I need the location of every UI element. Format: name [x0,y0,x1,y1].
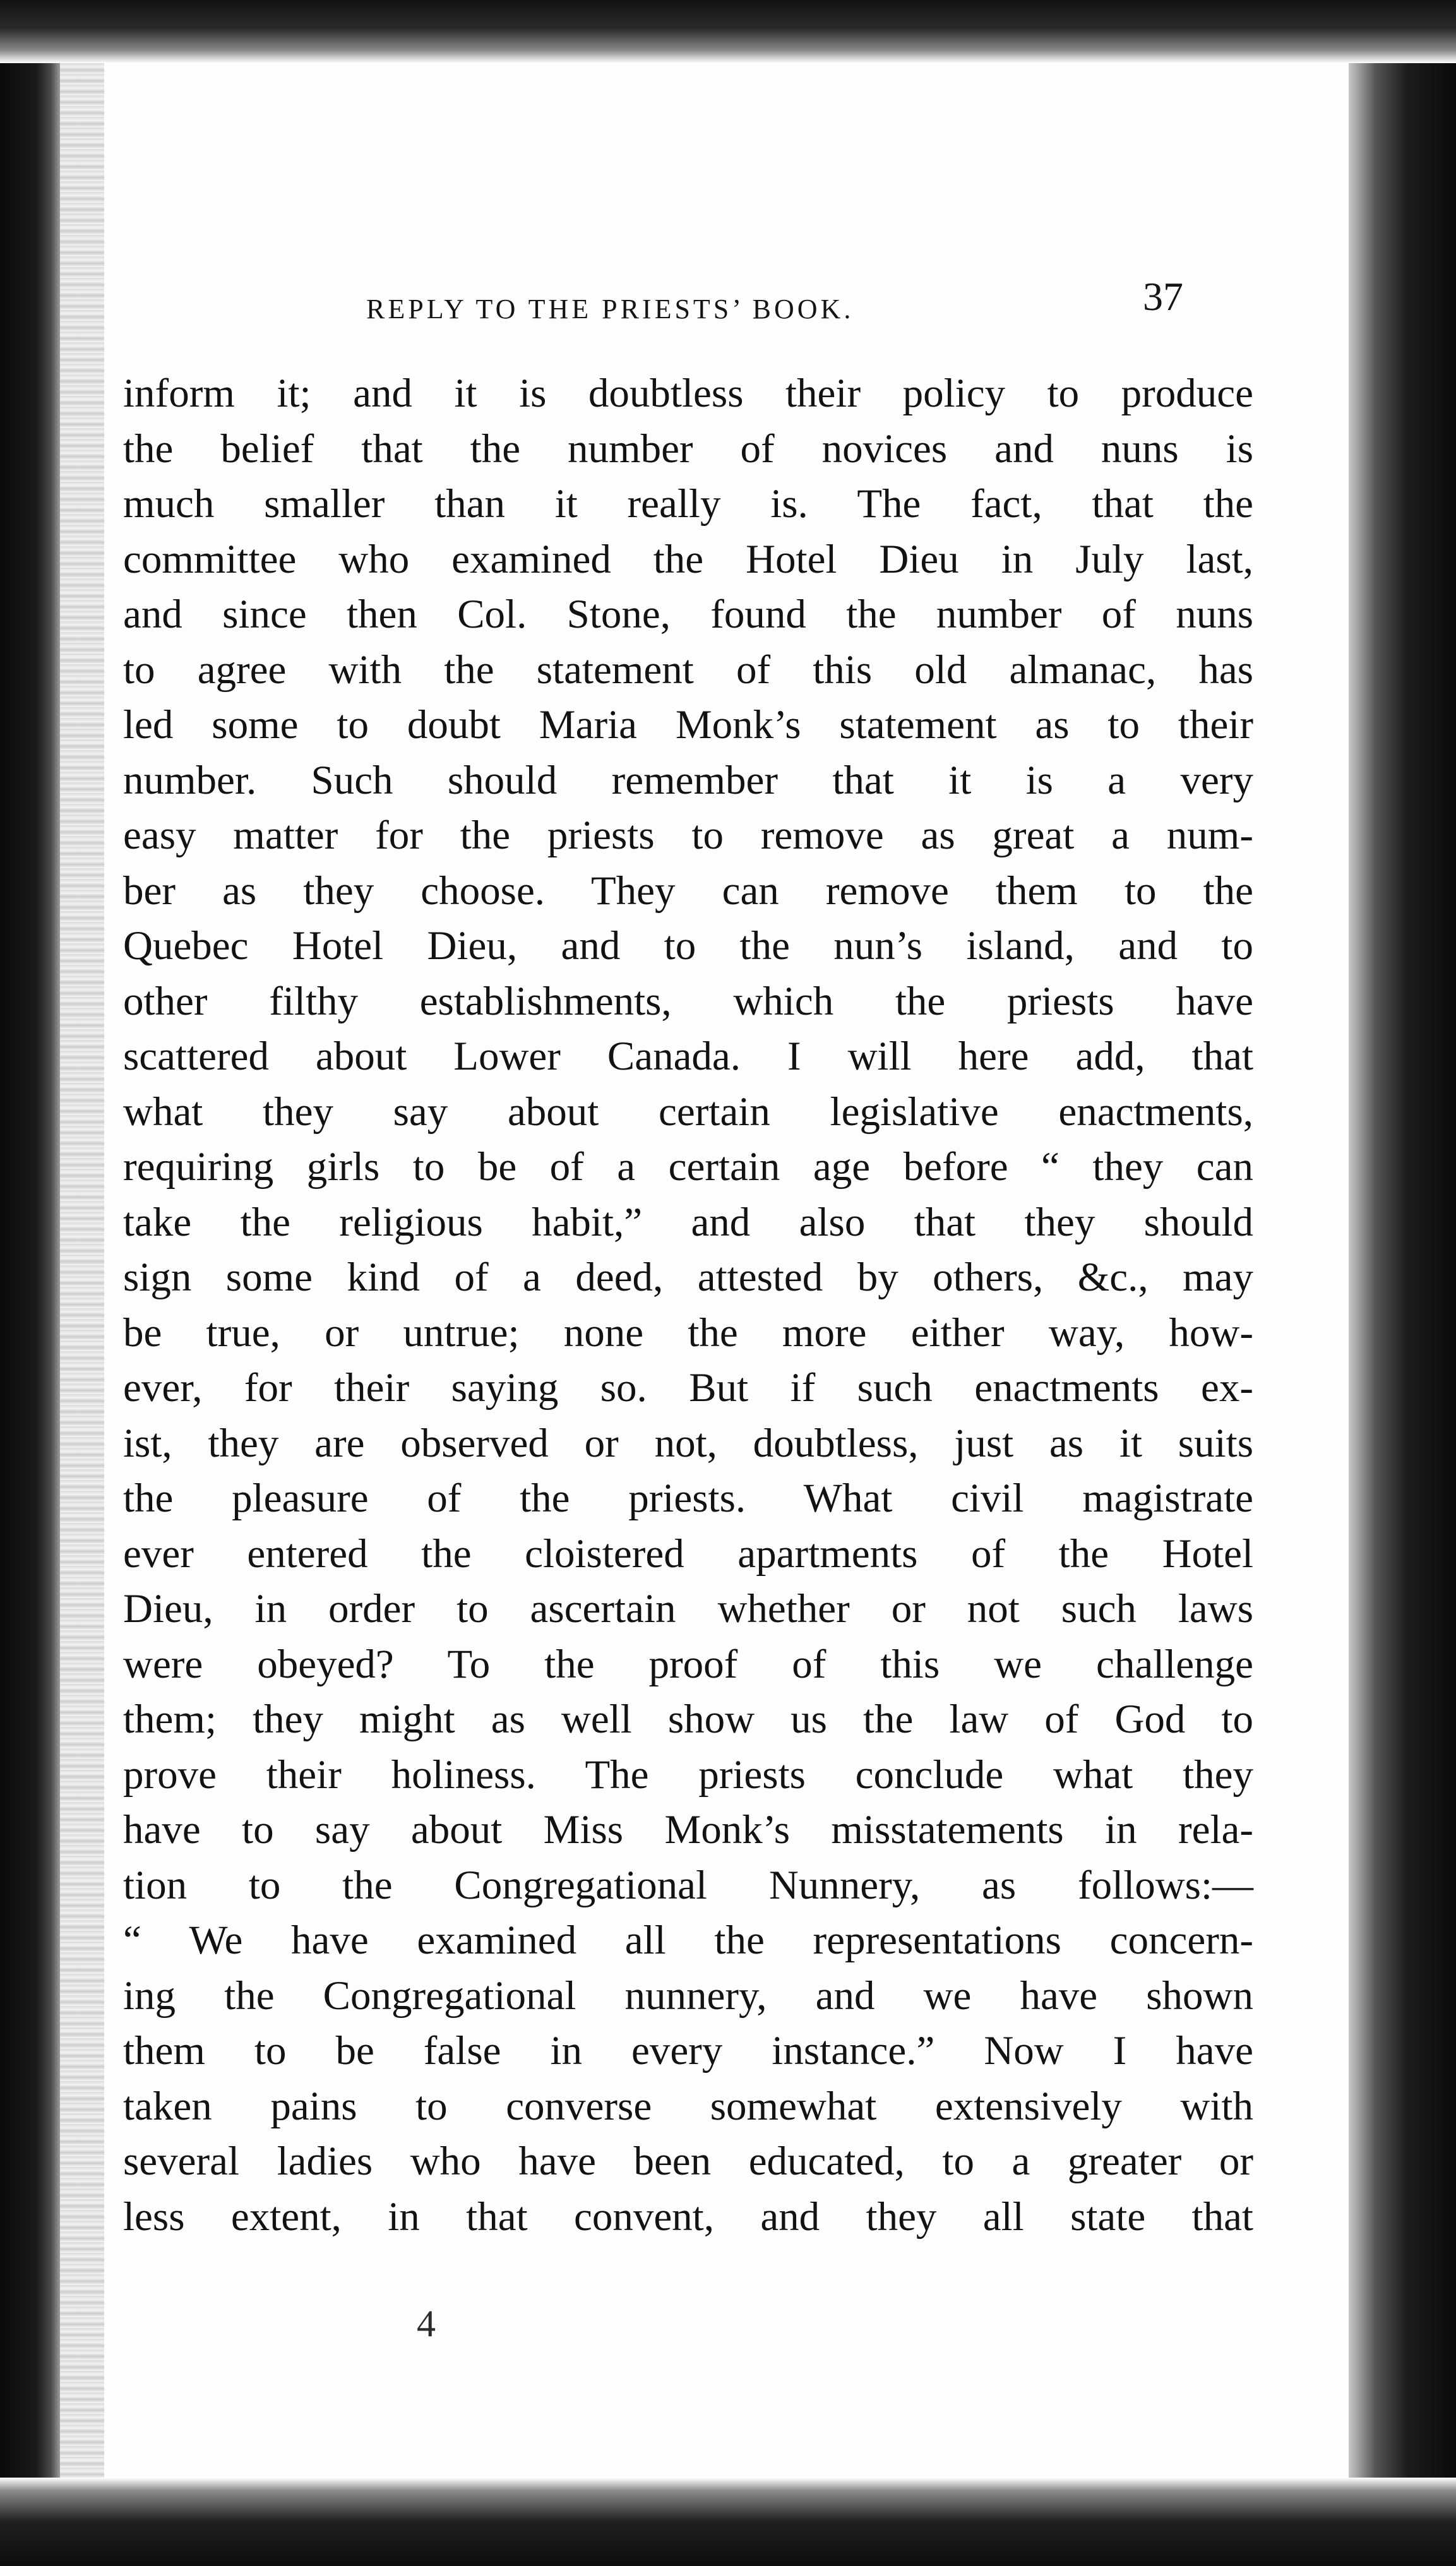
text-line: what they say about certain legislative enactments, [123,1089,1253,1135]
text-line: “ We have examined all the representations concern- [123,1918,1253,1963]
text-line: led some to doubt Maria Monk’s statement as to their [123,702,1253,748]
scan-border-bottom [0,2478,1456,2566]
scan-border-right [1349,0,1456,2566]
text-line: easy matter for the priests to remove as great a num- [123,813,1253,858]
text-line: requiring girls to be of a certain age before “ they can [123,1144,1253,1190]
text-line: have to say about Miss Monk’s misstatements in rela- [123,1807,1253,1853]
text-line: ing the Congregational nunnery, and we have shown [123,1972,1253,2019]
text-line: other filthy establishments, which the priests have [123,978,1253,1024]
text-line: Dieu, in order to ascertain whether or not such laws [123,1586,1253,1632]
text-line: sign some kind of a deed, attested by others, &c., may [123,1255,1253,1300]
text-line: several ladies who have been educated, to a greater or [123,2139,1253,2184]
text-line: Quebec Hotel Dieu, and to the nun’s island, and to [123,923,1253,969]
text-line: tion to the Congregational Nunnery, as follows:— [123,1862,1253,1908]
text-line: them to be false in every instance.” Now I have [123,2028,1253,2074]
text-line: be true, or untrue; none the more either way, how- [123,1310,1253,1356]
signature-mark: 4 [417,2303,436,2344]
page-number: 37 [1143,274,1183,319]
text-line: were obeyed? To the proof of this we challenge [123,1641,1253,1687]
text-line: the belief that the number of novices and nuns is [123,426,1253,472]
scan-border-left [0,0,60,2566]
text-line: much smaller than it really is. The fact, that the [123,481,1253,527]
text-line: number. Such should remember that it is a very [123,757,1253,803]
page-gutter-shadow [60,63,104,2478]
text-line: committee who examined the Hotel Dieu in July last, [123,536,1253,582]
text-line: scattered about Lower Canada. I will here add, that [123,1034,1253,1079]
text-line: ist, they are observed or not, doubtless, just as it suits [123,1420,1253,1466]
text-line: take the religious habit,” and also that they should [123,1199,1253,1245]
scan-border-top [0,0,1456,63]
text-line: and since then Col. Stone, found the number of nuns [123,592,1253,637]
text-line: ever entered the cloistered apartments of the Hotel [123,1531,1253,1577]
text-line: ever, for their saying so. But if such enactments ex- [123,1365,1253,1411]
text-line: the pleasure of the priests. What civil magistrate [123,1476,1253,1521]
running-head: REPLY TO THE PRIESTS’ BOOK. [366,294,854,325]
text-line: inform it; and it is doubtless their policy to produce [123,371,1253,416]
text-line: taken pains to converse somewhat extensively with [123,2083,1253,2129]
text-line: them; they might as well show us the law of God to [123,1697,1253,1742]
text-line: ber as they choose. They can remove them to the [123,868,1253,914]
text-line: prove their holiness. The priests conclude what they [123,1751,1253,1798]
text-line: less extent, in that convent, and they all state that [123,2193,1253,2240]
body-text [123,366,1253,2245]
text-line: to agree with the statement of this old almanac, has [123,647,1253,693]
